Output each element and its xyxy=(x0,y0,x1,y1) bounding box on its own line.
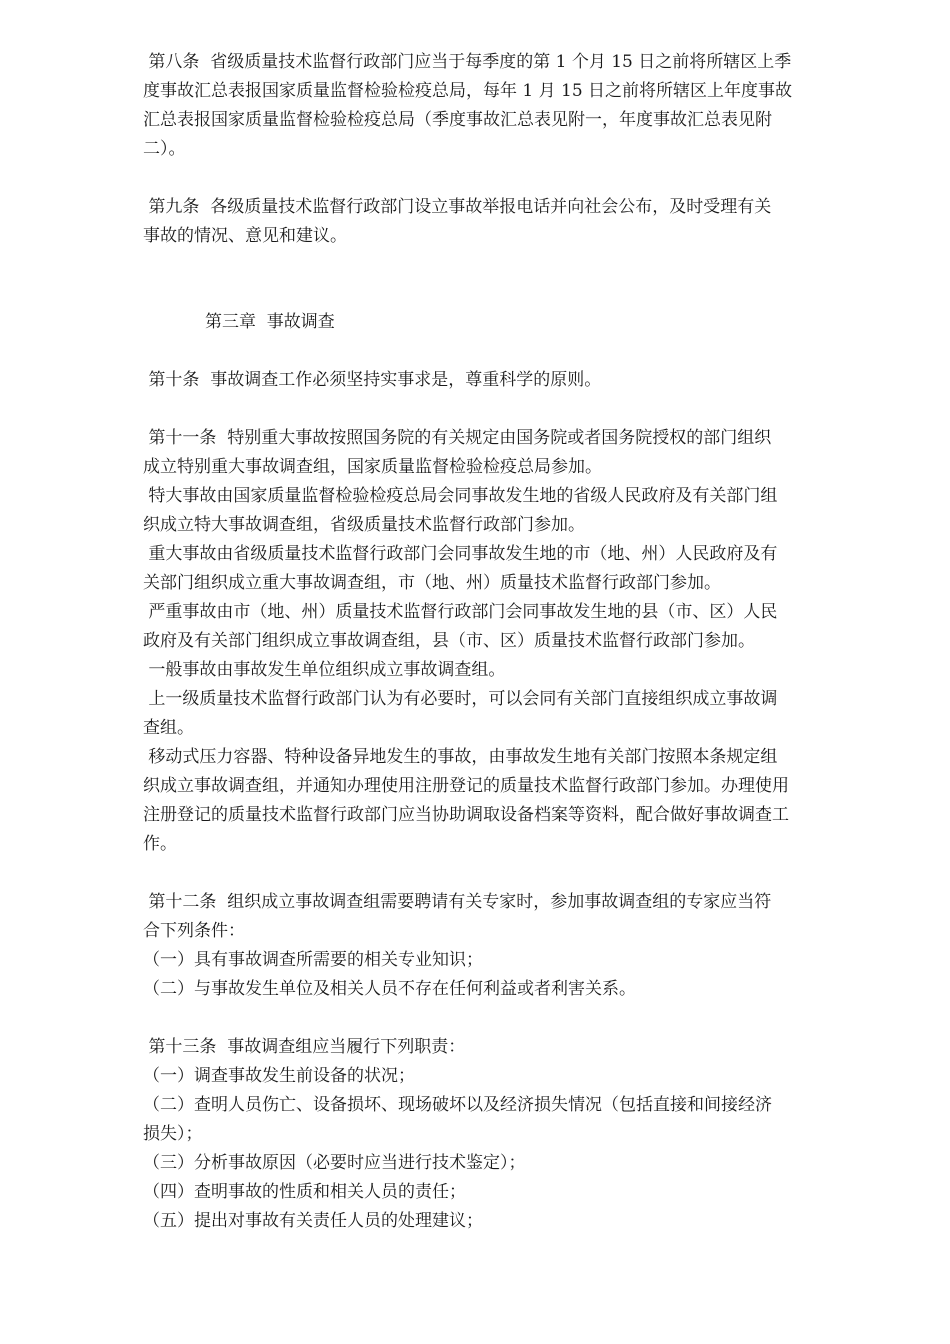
text-line: （二）查明人员伤亡、设备损坏、现场破坏以及经济损失情况（包括直接和间接经济 xyxy=(143,1095,772,1115)
text-line: 度事故汇总表报国家质量监督检验检疫总局，每年 1 月 15 日之前将所辖区上年度事故 xyxy=(143,81,793,101)
chapter-heading: 第三章 事故调查 xyxy=(205,312,335,332)
text-line: 一般事故由事故发生单位组织成立事故调查组。 xyxy=(143,660,506,680)
text-line: 第十二条 组织成立事故调查组需要聘请有关专家时，参加事故调查组的专家应当符 xyxy=(143,892,772,912)
text-line: 第十条 事故调查工作必须坚持实事求是，尊重科学的原则。 xyxy=(143,370,602,390)
text-line: 上一级质量技术监督行政部门认为有必要时，可以会同有关部门直接组织成立事故调 xyxy=(143,689,778,709)
text-line: 第八条 省级质量技术监督行政部门应当于每季度的第 1 个月 15 日之前将所辖区上季 xyxy=(143,52,792,72)
text-line: 作。 xyxy=(143,834,177,854)
text-line: 关部门组织成立重大事故调查组，市（地、州）质量技术监督行政部门参加。 xyxy=(143,573,721,593)
text-line: 成立特别重大事故调查组，国家质量监督检验检疫总局参加。 xyxy=(143,457,602,477)
text-line: 织成立特大事故调查组，省级质量技术监督行政部门参加。 xyxy=(143,515,585,535)
text-line: 注册登记的质量技术监督行政部门应当协助调取设备档案等资料，配合做好事故调查工 xyxy=(143,805,789,825)
text-line: （二）与事故发生单位及相关人员不存在任何利益或者利害关系。 xyxy=(143,979,636,999)
text-line: 重大事故由省级质量技术监督行政部门会同事故发生地的市（地、州）人民政府及有 xyxy=(143,544,778,564)
text-line: （五）提出对事故有关责任人员的处理建议； xyxy=(143,1211,483,1231)
text-line: 事故的情况、意见和建议。 xyxy=(143,226,347,246)
text-line: 第十三条 事故调查组应当履行下列职责： xyxy=(143,1037,466,1057)
text-line: 损失）； xyxy=(143,1124,203,1144)
text-line: （三）分析事故原因（必要时应当进行技术鉴定）； xyxy=(143,1153,526,1173)
text-line: 严重事故由市（地、州）质量技术监督行政部门会同事故发生地的县（市、区）人民 xyxy=(143,602,778,622)
text-line: （一）具有事故调查所需要的相关专业知识； xyxy=(143,950,483,970)
text-line: 合下列条件： xyxy=(143,921,245,941)
text-line: 第九条 各级质量技术监督行政部门设立事故举报电话并向社会公布，及时受理有关 xyxy=(143,197,772,217)
text-line: （一）调查事故发生前设备的状况； xyxy=(143,1066,415,1086)
text-line: 二）。 xyxy=(143,139,186,159)
text-line: 汇总表报国家质量监督检验检疫总局（季度事故汇总表见附一，年度事故汇总表见附 xyxy=(143,110,772,130)
text-line: （四）查明事故的性质和相关人员的责任； xyxy=(143,1182,466,1202)
text-line: 移动式压力容器、特种设备异地发生的事故，由事故发生地有关部门按照本条规定组 xyxy=(143,747,778,767)
text-line: 织成立事故调查组，并通知办理使用注册登记的质量技术监督行政部门参加。办理使用 xyxy=(143,776,789,796)
text-line: 查组。 xyxy=(143,718,194,738)
text-line: 第十一条 特别重大事故按照国务院的有关规定由国务院或者国务院授权的部门组织 xyxy=(143,428,772,448)
text-line: 特大事故由国家质量监督检验检疫总局会同事故发生地的省级人民政府及有关部门组 xyxy=(143,486,778,506)
text-line: 政府及有关部门组织成立事故调查组，县（市、区）质量技术监督行政部门参加。 xyxy=(143,631,755,651)
